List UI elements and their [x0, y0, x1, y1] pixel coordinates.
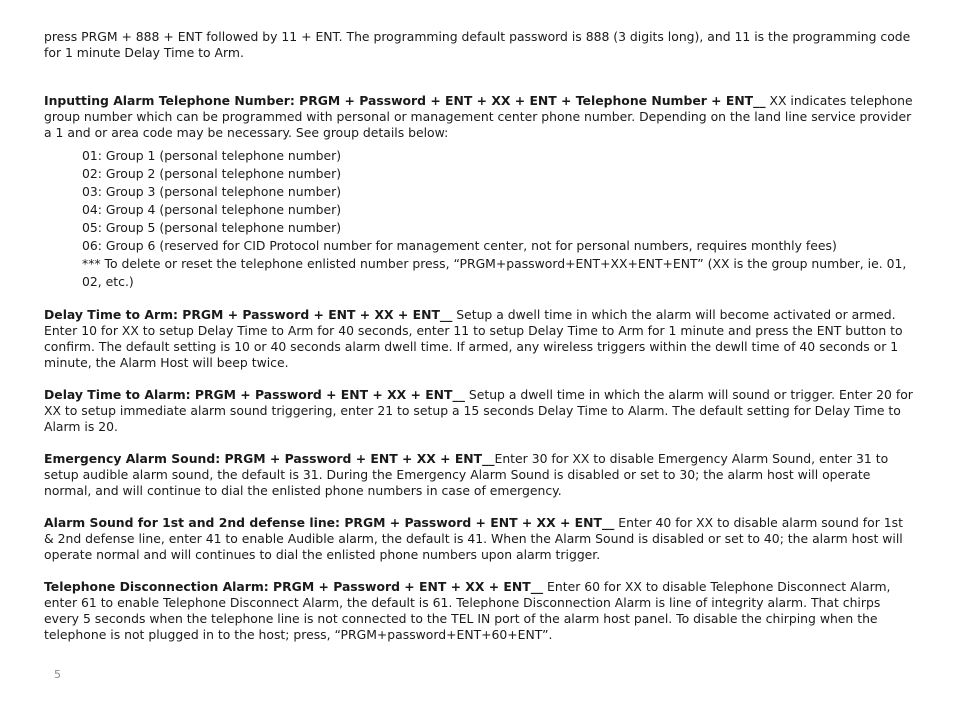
- section-heading: Delay Time to Arm: PRGM + Password + ENT + XX + ENT__: [44, 307, 453, 322]
- delay-time-to-alarm-paragraph: [44, 387, 916, 435]
- list-item: 01: Group 1 (personal telephone number): [82, 148, 342, 163]
- group-list: [82, 147, 916, 291]
- section-heading: Delay Time to Alarm: PRGM + Password + ENT + XX + ENT__: [44, 387, 465, 402]
- page-number: 5: [54, 668, 61, 681]
- section-body: Enter 40 for XX to disable alarm sound for 1st & 2nd defense line, enter 41 to enable Audible alarm, the default is 41. When the Alarm Sound is disabled or set to 40; the alarm host will operate normal and will continues to dial the enlisted phone numbers upon alarm trigger.: [44, 515, 903, 562]
- telephone-number-paragraph: [44, 93, 916, 141]
- list-item: *** To delete or reset the telephone enlisted number press, “PRGM+password+ENT+XX+ENT+ENT” (XX is the group number, ie. 01, 02, etc.): [82, 256, 907, 289]
- list-item: 06: Group 6 (reserved for CID Protocol number for management center, not for personal numbers, requires monthly fees): [82, 238, 837, 253]
- list-item: 03: Group 3 (personal telephone number): [82, 184, 342, 199]
- defense-line-alarm-sound-paragraph: [44, 515, 916, 563]
- intro-paragraph: press PRGM + 888 + ENT followed by 11 + ENT. The programming default password is 888 (3 digits long), and 11 is the programming code for 1 minute Delay Time to Arm.: [44, 29, 911, 60]
- section-body: Setup a dwell time in which the alarm will become activated or armed. Enter 10 for XX to setup Delay Time to Arm for 40 seconds, enter 11 to setup Delay Time to Arm for 1 minute and press the ENT button to confirm. The default setting is 10 or 40 seconds alarm dwell time. If armed, any wireless triggers within the dewll time of 40 seconds or 1 minute, the Alarm Host will beep twice.: [44, 307, 903, 370]
- telephone-number-heading: Inputting Alarm Telephone Number: PRGM + Password + ENT + XX + ENT + Telephone Number + ENT__: [44, 93, 766, 108]
- section-heading: Alarm Sound for 1st and 2nd defense line: PRGM + Password + ENT + XX + ENT__: [44, 515, 615, 530]
- document-page: [44, 29, 916, 643]
- section-body: Enter 30 for XX to disable Emergency Alarm Sound, enter 31 to setup audible alarm sound, the default is 31. During the Emergency Alarm Sound is disabled or set to 30; the alarm host will operate normal, and will continue to dial the enlisted phone numbers in case of emergency.: [44, 451, 889, 498]
- telephone-disconnection-alarm-paragraph: [44, 579, 916, 643]
- list-item: 04: Group 4 (personal telephone number): [82, 202, 342, 217]
- list-item: 02: Group 2 (personal telephone number): [82, 166, 342, 181]
- emergency-alarm-sound-paragraph: [44, 451, 916, 499]
- section-body: Enter 60 for XX to disable Telephone Disconnect Alarm, enter 61 to enable Telephone Disconnect Alarm, the default is 61. Telephone Disconnection Alarm is line of integrity alarm. That chirps every 5 seconds when the telephone line is not connected to the TEL IN port of the alarm host panel. To disable the chirping when the telephone is not plugged in to the host; press, “PRGM+password+ENT+60+ENT”.: [44, 579, 891, 642]
- telephone-number-body: XX indicates telephone group number which can be programmed with personal or management center phone number. Depending on the land line service provider a 1 and or area code may be necessary. See group details below:: [44, 93, 913, 140]
- delay-time-to-arm-paragraph: [44, 307, 916, 371]
- section-heading: Emergency Alarm Sound: PRGM + Password + ENT + XX + ENT__: [44, 451, 495, 466]
- list-item: 05: Group 5 (personal telephone number): [82, 220, 342, 235]
- section-heading: Telephone Disconnection Alarm: PRGM + Password + ENT + XX + ENT__: [44, 579, 544, 594]
- section-body: Setup a dwell time in which the alarm will sound or trigger. Enter 20 for XX to setup immediate alarm sound triggering, enter 21 to setup a 15 seconds Delay Time to Alarm. The default setting for Delay Time to Alarm is 20.: [44, 387, 913, 434]
